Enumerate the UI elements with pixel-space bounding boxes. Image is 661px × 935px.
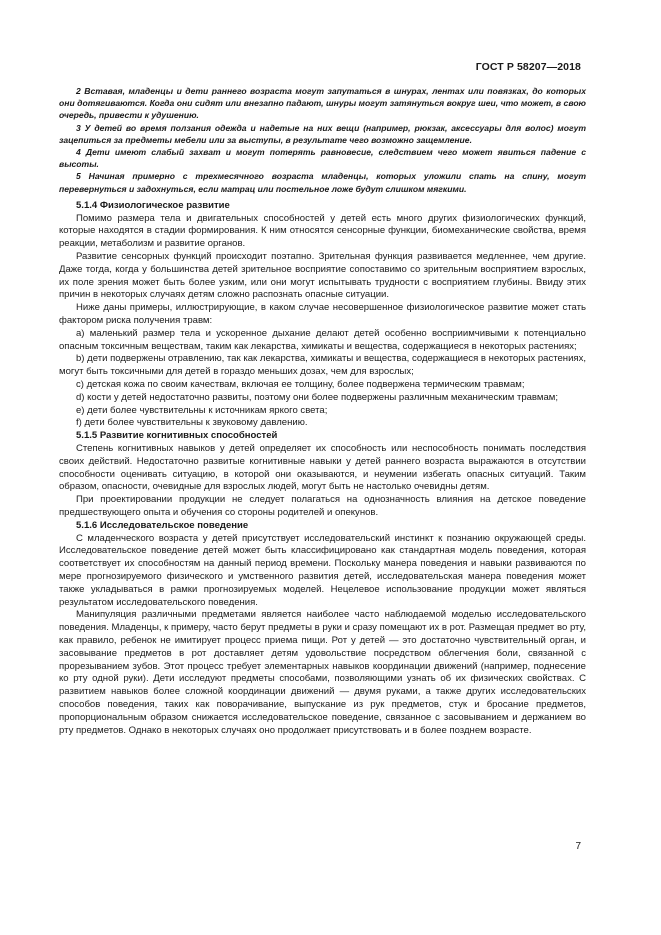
note-2: 2 Вставая, младенцы и дети раннего возраста могут запутаться в шнурах, лентах или повязках, до которых они дотягиваются. Когда они сидят или внезапно падают, шнуры могут затянуться вокруг шеи, что может, в свою очередь, привести к удушению. [59, 86, 586, 121]
paragraph: При проектировании продукции не следует полагаться на однозначность влияния на детское поведение предшествующего опыта и обучения со стороны родителей и опекунов. [59, 494, 586, 518]
note-3: 3 У детей во время ползания одежда и надетые на них вещи (например, рюкзак, аксессуары для волос) могут зацепиться за предметы мебели или за выступы, в результате чего возможно защемление. [59, 122, 586, 145]
list-item-a: a) маленький размер тела и ускоренное дыхание делают детей особенно восприимчивыми к потенциально опасным токсичным веществам, таким как лекарства, химикаты и вещества, содержащиеся в некоторых растениях; [59, 327, 586, 352]
section-heading-5-1-5: 5.1.5 Развитие когнитивных способностей [76, 430, 278, 442]
list-item-b: b) дети подвержены отравлению, так как лекарства, химикаты и вещества, содержащиеся в некоторых растениях, могут быть токсичными для детей в гораздо меньших дозах, чем для взрослых; [59, 353, 586, 378]
list-item-e: e) дети более чувствительны к источникам яркого света; [76, 404, 328, 416]
list-item-c: c) детская кожа по своим качествам, включая ее толщину, более подвержена термическим травмам; [76, 378, 525, 390]
body-text [59, 200, 586, 737]
list-item-d: d) кости у детей недостаточно развиты, поэтому они более подвержены различным механическим травмам; [76, 391, 558, 403]
list-item-f: f) дети более чувствительны к звуковому давлению. [76, 417, 308, 429]
note-4: 4 Дети имеют слабый захват и могут потерять равновесие, следствием чего может явиться падение с высоты. [59, 147, 586, 170]
paragraph: Помимо размера тела и двигательных способностей у детей есть много других физиологических функций, которые находятся в стадии формирования. К ним относятся сенсорные функции, биомеханические свойства, время реакции, метаболизм и развитие органов. [59, 212, 586, 250]
paragraph: С младенческого возраста у детей присутствует исследовательский инстинкт к познанию окружающей среды. Исследовательское поведение детей может быть классифицировано как стандартная модель поведения, которая соответствует их способностям на данный период времени. Поскольку манера поведения и навыки развиваются по мере прогнозируемого физического и умственного развития детей, исследовательская манера поведения может также укладываться в рамки прогнозируемых моделей. Нецелевое использование продукции может являться результатом исследовательского поведения. [59, 532, 586, 608]
paragraph: Манипуляция различными предметами является наиболее часто наблюдаемой моделью исследовательского поведения. Младенцы, к примеру, часто берут предметы в руки и сразу помещают их в рот. Размещая предмет во рту, как правило, ребенок не имитирует процесс приема пищи. Рот у детей — это достаточно чувствительный орган, и засовывание предметов в рот доставляет детям удовольствие посредством облегчения боли, связанной с прорезыванием зубов. Этот процесс требует элементарных навыков координации движений (например, поднесение ко рту одной руки). Дети исследуют предметы способами, позволяющими узнать об их физических свойствах. С развитием навыков более сложной координации движений — двумя руками, а также других исследовательских способов поведения, таких как поворачивание, выпускание из рук предметов, стук и бросание предметов, пропорциональным образом снижается исследовательское поведение, связанное с засовыванием и держанием во рту предметов. Однако в некоторых случаях оно продолжает присутствовать и в более позднем возрасте. [59, 609, 586, 736]
notes-block [59, 85, 586, 195]
page-number: 7 [575, 841, 581, 852]
section-heading-5-1-4: 5.1.4 Физиологическое развитие [76, 199, 230, 211]
paragraph: Ниже даны примеры, иллюстрирующие, в каком случае несовершенное физиологическое развитие может стать фактором риска получения травм: [59, 302, 586, 326]
standard-number: ГОСТ Р 58207—2018 [475, 61, 581, 73]
paragraph: Развитие сенсорных функций происходит поэтапно. Зрительная функция развивается медленнее, чем другие. Даже тогда, когда у большинства детей зрительное восприятие сопоставимо со зрительным восприятием взрослых, их поле зрения может быть более узким, или они могут испытывать трудности с восприятием глубины. Ввиду этих причин в некоторых случаях детям сложно распознать опасные ситуации. [59, 251, 586, 301]
section-heading-5-1-6: 5.1.6 Исследовательское поведение [76, 519, 249, 531]
page-content [59, 85, 586, 737]
paragraph: Степень когнитивных навыков у детей определяет их способность или неспособность понимать последствия своих действий. Недостаточно развитые когнитивные навыки у детей раннего возраста выражаются в отсутствии способности оценивать ситуацию, в которой они оказываются, и неумении избегать опасных ситуаций. Таким образом, опасности, очевидные для взрослых людей, могут быть не настолько очевидны детям. [59, 442, 586, 493]
note-5: 5 Начиная примерно с трехмесячного возраста младенцы, которых уложили спать на спину, могут перевернуться и задохнуться, если матрац или постельное ложе будут слишком мягкими. [59, 171, 586, 194]
